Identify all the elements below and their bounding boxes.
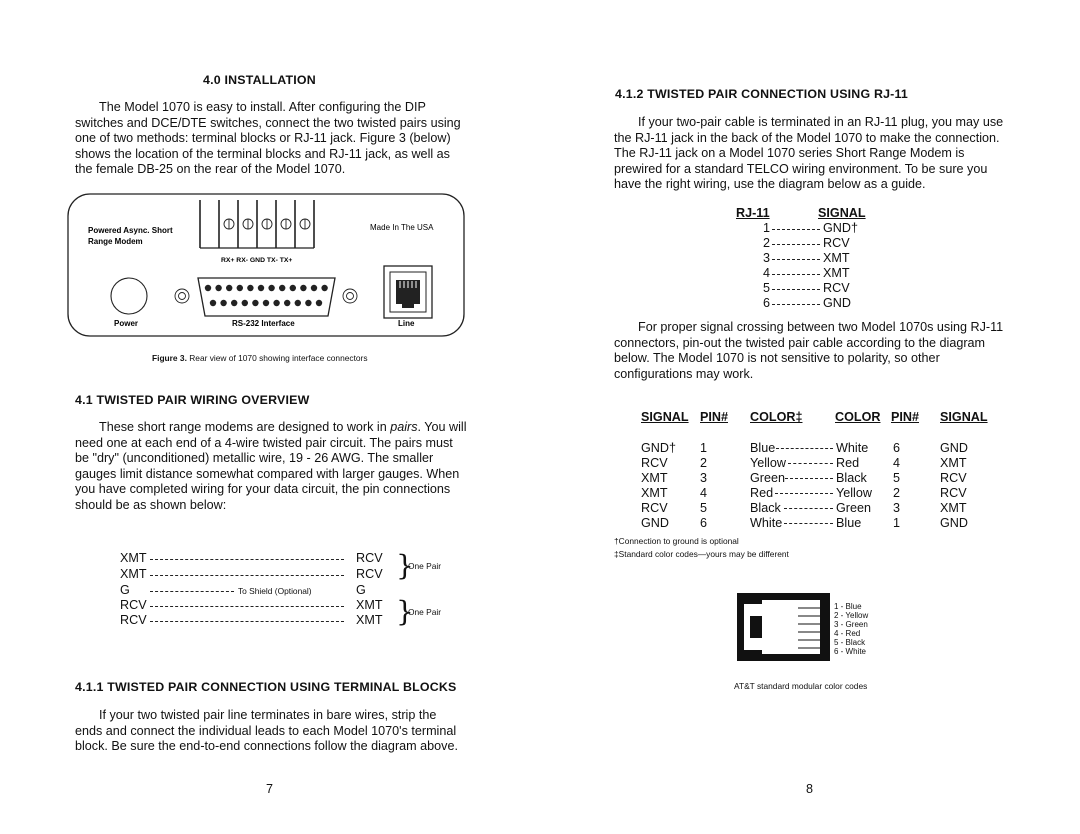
cross-r6-pin-b: 1 <box>893 516 901 530</box>
rj-row-2-signal: RCV <box>823 236 850 250</box>
rj-row-1-signal: GND† <box>823 221 858 235</box>
cross-r6-dash <box>784 523 833 524</box>
cross-r5-signal-b: XMT <box>940 501 967 515</box>
wiring-left-2: XMT <box>120 567 147 581</box>
cross-r3-pin-a: 3 <box>700 471 708 485</box>
jack-color-code-list <box>834 602 868 657</box>
cross-r5-pin-a: 5 <box>700 501 708 515</box>
jack-code-3: 3 - Green <box>834 620 868 630</box>
cross-r6-signal-a: GND <box>641 516 669 530</box>
device-label-2: Range Modem <box>88 237 143 246</box>
shield-label: To Shield (Optional) <box>238 586 312 596</box>
line-label: Line <box>398 319 415 328</box>
rj-row-3-signal: XMT <box>823 251 850 265</box>
cross-r4-signal-b: RCV <box>940 486 967 500</box>
cross-r4-color-b: Yellow <box>836 486 872 500</box>
pair-brace-1: } <box>396 549 414 582</box>
figure-caption <box>152 353 368 363</box>
wiring-dash-2 <box>150 575 344 576</box>
terminal-labels: RX+ RX- GND TX- TX+ <box>221 257 293 264</box>
cross-r4-signal-a: XMT <box>641 486 668 500</box>
modular-jack-diagram <box>736 592 836 664</box>
cross-header-signal-b: SIGNAL <box>940 410 988 424</box>
wiring-text-a: These short range modems are designed to work in <box>99 420 391 434</box>
rj-row-4-signal: XMT <box>823 266 850 280</box>
jack-code-5: 5 - Black <box>834 638 866 648</box>
terminal-blocks-text: If your two twisted pair line terminates in bare wires, strip the ends and connect the individual leads to each Model 1070's terminal block. Be sure the end-to-end connections follow the diagram above. <box>75 708 458 754</box>
figure-caption-prefix: Figure 3. <box>152 353 187 363</box>
screw-right <box>343 289 357 303</box>
cross-r1-color-b: White <box>836 441 869 455</box>
cross-r1-signal-a: GND† <box>641 441 676 455</box>
rj-row-2-dash <box>772 244 820 245</box>
rj-row-4-pin: 4 <box>763 266 771 280</box>
wiring-heading: 4.1 TWISTED PAIR WIRING OVERVIEW <box>75 393 310 407</box>
jack-caption: AT&T standard modular color codes <box>734 681 868 691</box>
cross-r2-color-b: Red <box>836 456 860 470</box>
rj-row-5-pin: 5 <box>763 281 771 295</box>
cross-r1-pin-a: 1 <box>700 441 708 455</box>
cross-r2-signal-b: XMT <box>940 456 967 470</box>
cross-r6-color-a: White <box>750 516 783 530</box>
wiring-dash-4 <box>150 606 344 607</box>
rj-header-signal: SIGNAL <box>818 206 866 220</box>
cross-r4-pin-a: 4 <box>700 486 708 500</box>
rj-row-1-dash <box>772 229 820 230</box>
cross-r4-dash <box>775 493 833 494</box>
cross-header-color-b: COLOR <box>835 410 881 424</box>
rj11-paragraph: If your two-pair cable is terminated in an RJ-11 plug, you may use the RJ-11 jack in the back of the Model 1070 to make the connection. The RJ-11 jack on a Model 1070 series Short Range Modem is prewired for a standard TELCO wiring environment. To be sure you have the right wiring, use the diagram below as a guide. <box>614 115 1004 192</box>
db25-connector <box>198 278 335 316</box>
cross-r2-pin-a: 2 <box>700 456 708 470</box>
db25-pins <box>205 285 328 306</box>
pair-label-1: One Pair <box>408 561 442 571</box>
cross-r2-signal-a: RCV <box>641 456 668 470</box>
wiring-dash-5 <box>150 621 344 622</box>
made-in-label: Made In The USA <box>370 223 434 232</box>
cross-r3-dash <box>785 478 833 479</box>
wiring-dash-3 <box>150 591 234 592</box>
jack-code-6: 6 - White <box>834 647 867 657</box>
device-label-1: Powered Async. Short <box>88 226 173 235</box>
wiring-text-em: pairs <box>390 420 418 434</box>
rj-header-pin: RJ-11 <box>736 206 770 220</box>
cross-header-signal-a: SIGNAL <box>641 410 689 424</box>
wiring-left-5: RCV <box>120 613 147 627</box>
cross-r1-pin-b: 6 <box>893 441 901 455</box>
cross-r4-pin-b: 2 <box>893 486 901 500</box>
wiring-paragraph <box>75 420 467 514</box>
rj-row-5-dash <box>772 289 820 290</box>
section-heading-installation: 4.0 INSTALLATION <box>203 73 316 87</box>
rj-row-5-signal: RCV <box>823 281 850 295</box>
wiring-right-2: RCV <box>356 567 383 581</box>
cross-r5-color-a: Black <box>750 501 781 515</box>
rj-row-6-dash <box>772 304 820 305</box>
cross-r3-color-a: Green <box>750 471 786 485</box>
rj11-jack-panel <box>384 266 432 318</box>
page-number-right: 8 <box>806 782 814 796</box>
cross-r4-color-a: Red <box>750 486 774 500</box>
rj-row-3-dash <box>772 259 820 260</box>
cross-r5-color-b: Green <box>836 501 872 515</box>
rj-row-6-pin: 6 <box>763 296 771 310</box>
cross-r6-signal-b: GND <box>940 516 968 530</box>
power-label: Power <box>114 319 139 328</box>
cross-header-pin-b: PIN# <box>891 410 919 424</box>
cross-r6-color-b: Blue <box>836 516 862 530</box>
screw-left <box>175 289 189 303</box>
wiring-right-5: XMT <box>356 613 383 627</box>
wiring-left-3: G <box>120 583 130 597</box>
rear-panel-figure <box>64 190 468 340</box>
cross-r2-pin-b: 4 <box>893 456 901 470</box>
cross-r1-color-a: Blue <box>750 441 776 455</box>
wiring-right-3: G <box>356 583 366 597</box>
wiring-dash-1 <box>150 559 344 560</box>
rs232-label: RS-232 Interface <box>232 319 295 328</box>
power-switch <box>111 278 147 314</box>
cross-header-pin-a: PIN# <box>700 410 728 424</box>
terminal-block <box>200 200 314 248</box>
cross-r2-color-a: Yellow <box>750 456 786 470</box>
pair-brace-2: } <box>396 595 414 628</box>
rj-row-6-signal: GND <box>823 296 851 310</box>
jack-code-1: 1 - Blue <box>834 602 862 611</box>
rear-panel-outline <box>68 194 464 336</box>
jack-code-4: 4 - Red <box>834 629 861 639</box>
pair-label-2: One Pair <box>408 607 442 617</box>
cross-r2-dash <box>788 463 833 464</box>
footnote-color-codes: ‡Standard color codes—yours may be different <box>614 549 789 559</box>
rj-row-2-pin: 2 <box>763 236 771 250</box>
cross-r3-signal-b: RCV <box>940 471 967 485</box>
installation-intro: The Model 1070 is easy to install. After configuring the DIP switches and DCE/DTE switches, connect the two twisted pairs using one of two methods: terminal blocks or RJ-11 jack. Figure 3 (below) shows the location of the terminal blocks and RJ-11 jack, as well as the female DB-25 on the rear of the Model 1070. <box>75 100 461 177</box>
jack-code-2: 2 - Yellow <box>834 611 869 621</box>
cross-r3-pin-b: 5 <box>893 471 901 485</box>
crossing-paragraph: For proper signal crossing between two Model 1070s using RJ-11 connectors, pin-out the twisted pair cable according to the diagram below. The Model 1070 is not sensitive to polarity, so other configurations may work. <box>614 320 1004 381</box>
wiring-left-1: XMT <box>120 551 147 565</box>
rj-row-3-pin: 3 <box>763 251 771 265</box>
terminal-blocks-heading: 4.1.1 TWISTED PAIR CONNECTION USING TERMINAL BLOCKS <box>75 680 457 694</box>
rj11-heading: 4.1.2 TWISTED PAIR CONNECTION USING RJ-11 <box>615 87 909 101</box>
cross-r6-pin-a: 6 <box>700 516 708 530</box>
cross-header-color-a: COLOR‡ <box>750 410 803 424</box>
rj-row-1-pin: 1 <box>763 221 771 235</box>
wiring-left-4: RCV <box>120 598 147 612</box>
cross-r1-dash <box>776 448 833 449</box>
cross-r3-color-b: Black <box>836 471 867 485</box>
cross-r5-signal-a: RCV <box>641 501 668 515</box>
wiring-right-1: RCV <box>356 551 383 565</box>
wiring-text-b: . You will need one at each end of a 4-wire twisted pair circuit. The pairs must be "dry" (unconditioned) metallic wire, 19 - 26 AWG. The smaller gauges limit distance somewhat compared with larger gauges. When you have completed wiring for your data circuit, the pin connections should be as shown below: <box>75 420 467 512</box>
cross-r5-dash <box>784 508 833 509</box>
page-number-left: 7 <box>266 782 274 796</box>
footnote-ground: †Connection to ground is optional <box>614 536 739 546</box>
figure-caption-text: Rear view of 1070 showing interface connectors <box>186 353 368 363</box>
wiring-right-4: XMT <box>356 598 383 612</box>
cross-r5-pin-b: 3 <box>893 501 901 515</box>
cross-r3-signal-a: XMT <box>641 471 668 485</box>
rj-row-4-dash <box>772 274 820 275</box>
cross-r1-signal-b: GND <box>940 441 968 455</box>
